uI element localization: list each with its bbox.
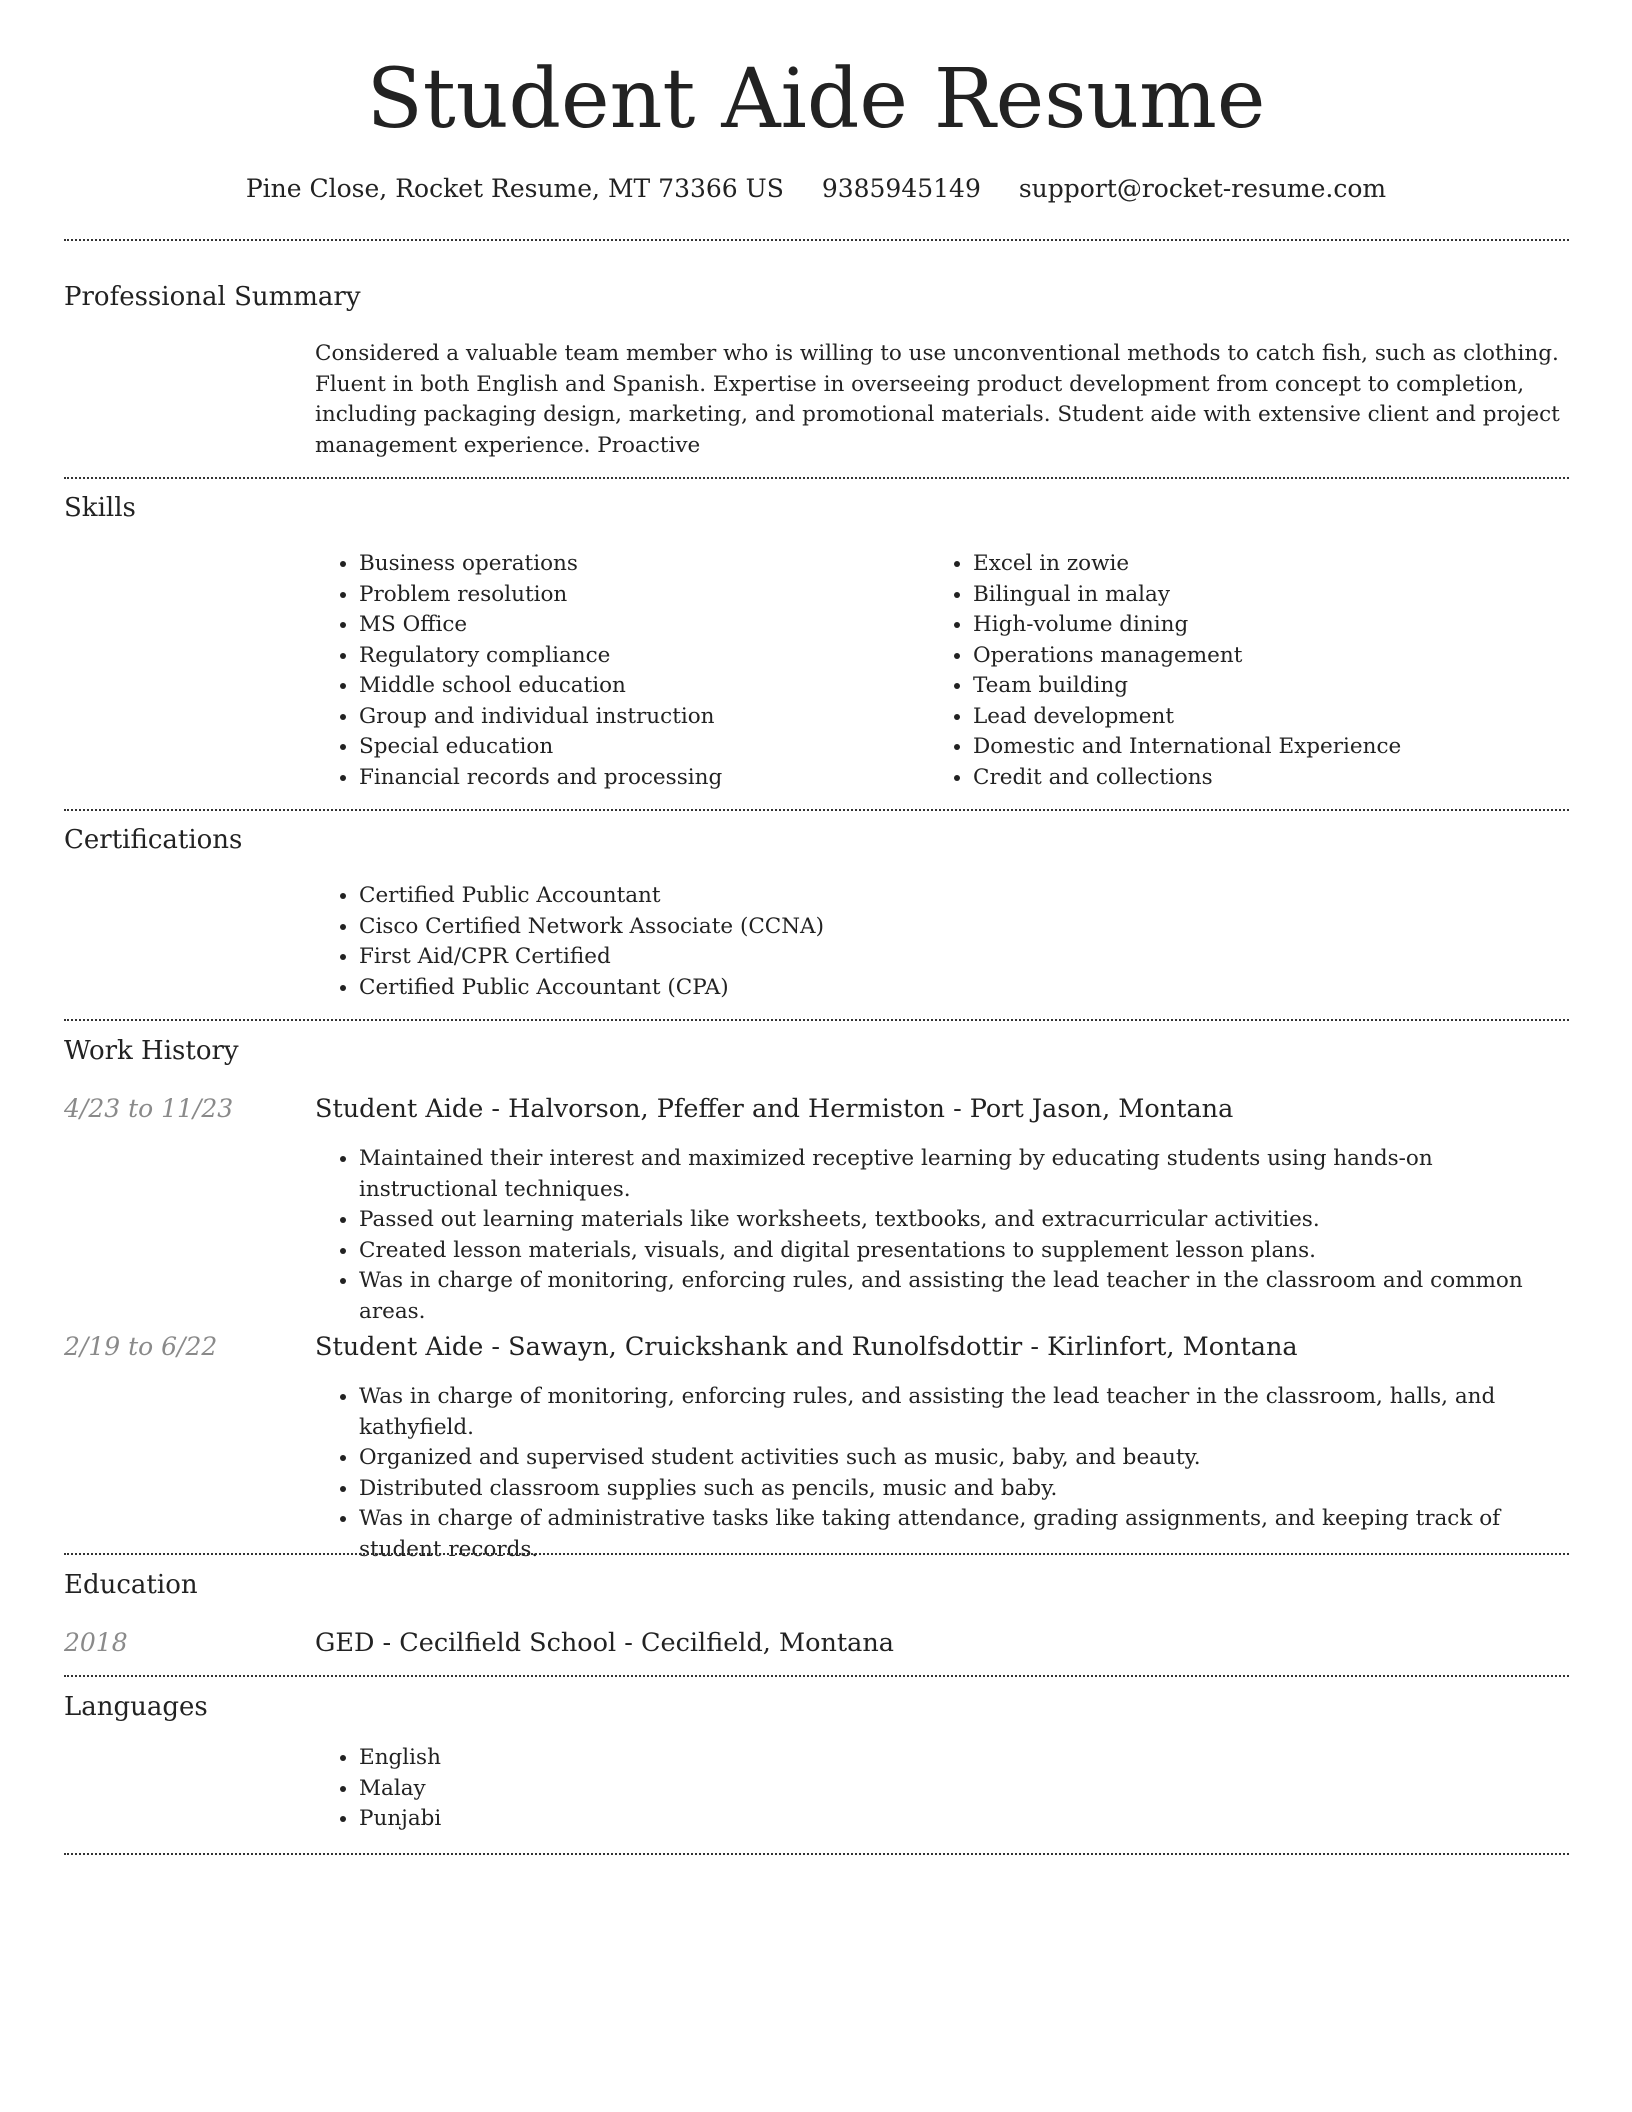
list-item: • Cisco Certified Network Associate (CCNA) bbox=[359, 912, 1559, 943]
section-divider bbox=[64, 1019, 1569, 1021]
languages-list bbox=[315, 1743, 959, 1835]
job-bullets bbox=[315, 1382, 1569, 1565]
list-item: • Distributed classroom supplies such as pencils, music and baby. bbox=[359, 1474, 1569, 1505]
list-item: • Credit and collections bbox=[973, 763, 1573, 794]
list-item: • First Aid/CPR Certified bbox=[359, 942, 1559, 973]
job-bullets bbox=[315, 1144, 1569, 1327]
list-item: • Domestic and International Experience bbox=[973, 732, 1573, 763]
list-item: • Punjabi bbox=[359, 1804, 959, 1835]
list-item: • Was in charge of monitoring, enforcing rules, and assisting the lead teacher in the classroom and common areas. bbox=[359, 1266, 1569, 1327]
list-item: • Malay bbox=[359, 1774, 959, 1805]
contact-line bbox=[0, 170, 1632, 208]
list-item: • Team building bbox=[973, 671, 1573, 702]
contact-phone: 9385945149 bbox=[821, 174, 981, 203]
list-item: • Excel in zowie bbox=[973, 549, 1573, 580]
list-item: • Was in charge of monitoring, enforcing rules, and assisting the lead teacher in the classroom, halls, and kathyfield. bbox=[359, 1382, 1569, 1443]
list-item: • Operations management bbox=[973, 641, 1573, 672]
education-entry: GED - Cecilfield School - Cecilfield, Montana bbox=[315, 1628, 894, 1658]
contact-email: support@rocket-resume.com bbox=[1018, 174, 1387, 203]
list-item: • Organized and supervised student activities such as music, baby, and beauty. bbox=[359, 1443, 1569, 1474]
skills-list-left bbox=[315, 549, 919, 793]
skills-heading: Skills bbox=[64, 493, 136, 523]
education-heading: Education bbox=[64, 1570, 198, 1600]
summary-heading: Professional Summary bbox=[64, 282, 361, 312]
section-divider bbox=[64, 1553, 1569, 1555]
section-divider bbox=[64, 477, 1569, 479]
section-divider bbox=[64, 809, 1569, 811]
list-item: • Problem resolution bbox=[359, 580, 919, 611]
list-item: • High-volume dining bbox=[973, 610, 1573, 641]
list-item: • Was in charge of administrative tasks like taking attendance, grading assignments, and keeping track of student records. bbox=[359, 1504, 1569, 1565]
list-item: • Lead development bbox=[973, 702, 1573, 733]
list-item: • Business operations bbox=[359, 549, 919, 580]
section-divider bbox=[64, 239, 1569, 241]
job-title: Student Aide - Halvorson, Pfeffer and Hermiston - Port Jason, Montana bbox=[315, 1094, 1234, 1124]
certifications-heading: Certifications bbox=[64, 825, 243, 855]
section-divider bbox=[64, 1675, 1569, 1677]
list-item: • Middle school education bbox=[359, 671, 919, 702]
list-item: • Group and individual instruction bbox=[359, 702, 919, 733]
certifications-list bbox=[315, 881, 1559, 1003]
skills-list-right bbox=[929, 549, 1573, 793]
list-item: • Special education bbox=[359, 732, 919, 763]
list-item: • Regulatory compliance bbox=[359, 641, 919, 672]
job-dates: 4/23 to 11/23 bbox=[64, 1094, 234, 1123]
list-item: • Certified Public Accountant (CPA) bbox=[359, 973, 1559, 1004]
list-item: • Financial records and processing bbox=[359, 763, 919, 794]
list-item: • MS Office bbox=[359, 610, 919, 641]
education-year: 2018 bbox=[64, 1628, 128, 1657]
work-history-heading: Work History bbox=[64, 1036, 239, 1066]
section-divider bbox=[64, 1853, 1569, 1855]
languages-heading: Languages bbox=[64, 1692, 208, 1722]
summary-text: Considered a valuable team member who is willing to use unconventional methods to catch fish, such as clothing. Fluent in both English and Spanish. Expertise in overseeing product development from concept to completion, including packaging design, marketing, and promotional materials. Student aide with extensive client and project management experience. Proactive bbox=[315, 341, 1560, 458]
page-title: Student Aide Resume bbox=[366, 52, 1266, 147]
job-dates: 2/19 to 6/22 bbox=[64, 1332, 218, 1361]
job-title: Student Aide - Sawayn, Cruickshank and Runolfsdottir - Kirlinfort, Montana bbox=[315, 1332, 1298, 1362]
list-item: • Passed out learning materials like worksheets, textbooks, and extracurricular activities. bbox=[359, 1205, 1569, 1236]
list-item: • Bilingual in malay bbox=[973, 580, 1573, 611]
contact-address: Pine Close, Rocket Resume, MT 73366 US bbox=[245, 174, 784, 203]
list-item: • English bbox=[359, 1743, 959, 1774]
list-item: • Certified Public Accountant bbox=[359, 881, 1559, 912]
list-item: • Maintained their interest and maximized receptive learning by educating students using hands-on instructional techniques. bbox=[359, 1144, 1569, 1205]
list-item: • Created lesson materials, visuals, and digital presentations to supplement lesson plans. bbox=[359, 1236, 1569, 1267]
